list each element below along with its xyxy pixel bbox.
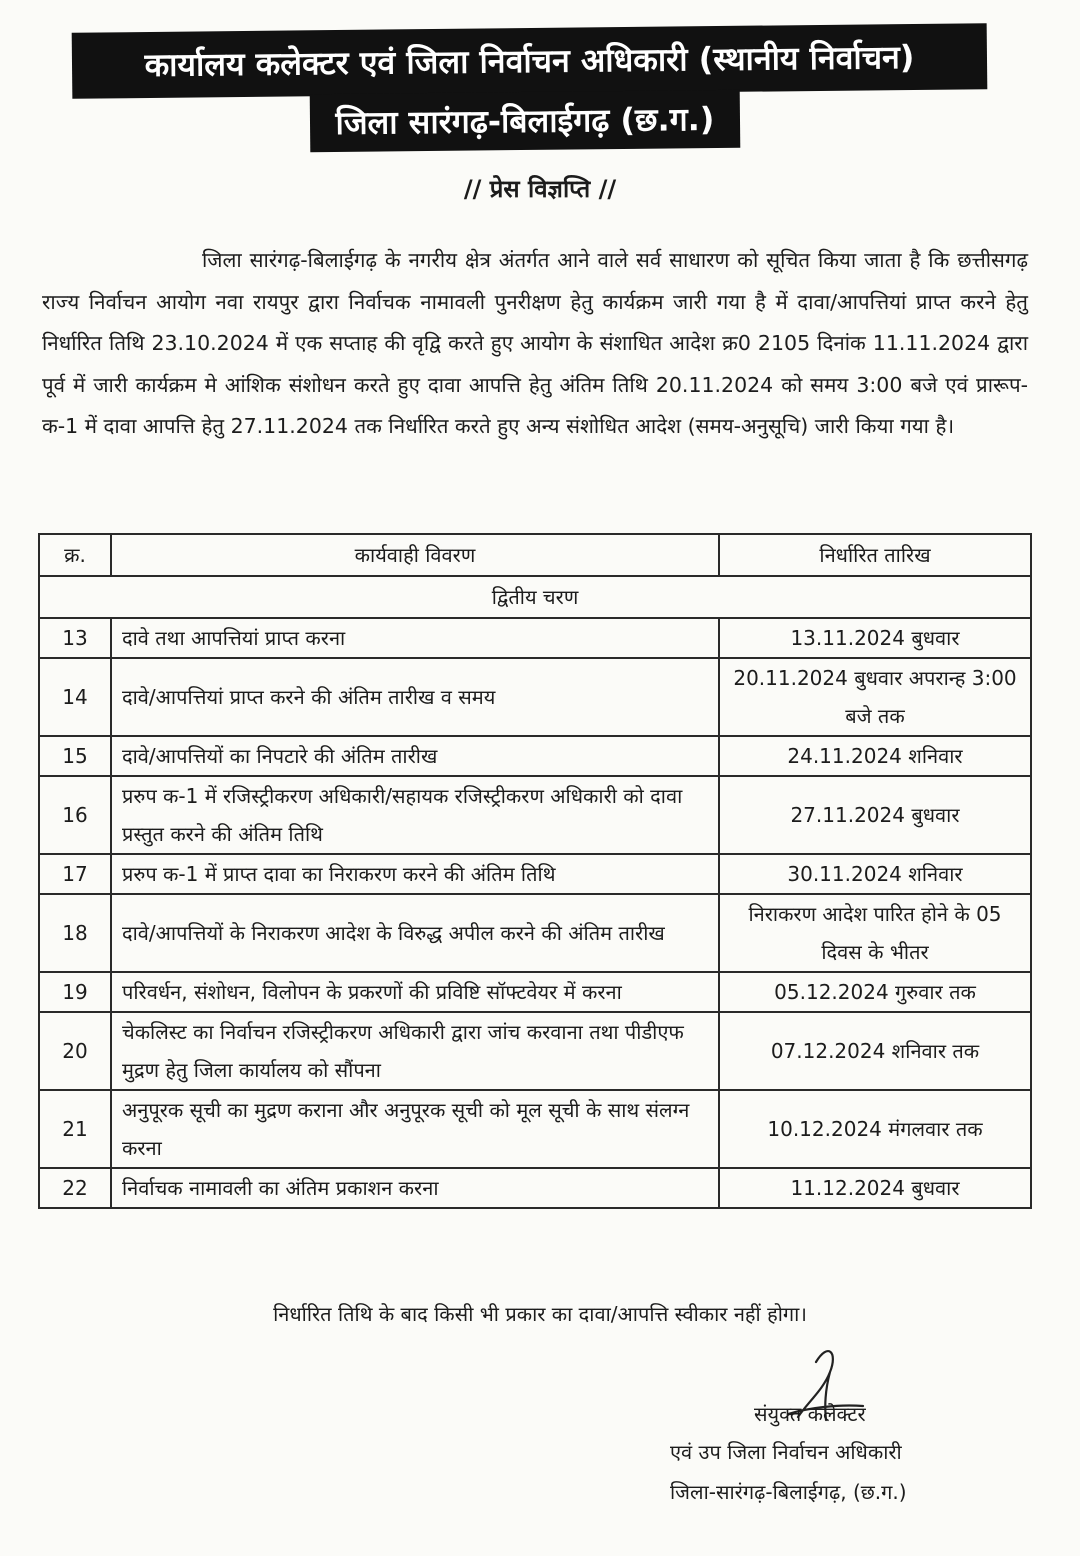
row-serial: 17 [39, 854, 111, 894]
notice-paragraph-text: जिला सारंगढ़-बिलाईगढ़ के नगरीय क्षेत्र अंतर्गत आने वाले सर्व साधारण को सूचित किया जाता है कि छत्तीसगढ़ राज्य निर्वाचन आयोग नवा रायपुर द्वारा निर्वाचक नामावली पुनरीक्षण हेतु कार्यक्रम जारी गया है में दावा/आपत्तियां प्राप्त करने हेतु निर्धारित तिथि 23.10.2024 में एक सप्ताह की वृद्वि करते हुए आयोग के संशाधित आदेश क्र0 2105 दिनांक 11.11.2024 द्वारा पूर्व में जारी कार्यक्रम मे आंशिक संशोधन करते हुए दावा आपत्ति हेतु अंतिम तिथि 20.11.2024 को समय 3:00 बजे एवं प्रारूप-क-1 में दावा आपत्ति हेतु 27.11.2024 तक निर्धारित करते हुए अन्य संशोधित आदेश (समय-अनुसूचि) जारी किया गया है। [42, 248, 1028, 438]
table-header-row [39, 534, 1031, 576]
table-row [39, 854, 1031, 894]
row-date: 24.11.2024 शनिवार [719, 736, 1031, 776]
row-serial: 22 [39, 1168, 111, 1208]
col-header-serial: क्र. [39, 534, 111, 576]
press-release-title: // प्रेस विज्ञप्ति // [463, 175, 617, 203]
row-description: प्ररुप क-1 में प्राप्त दावा का निराकरण करने की अंतिम तिथि [111, 854, 719, 894]
row-date: 20.11.2024 बुधवार अपरान्ह 3:00 बजे तक [719, 658, 1031, 736]
signatory-office: एवं उप जिला निर्वाचन अधिकारी [670, 1440, 902, 1464]
row-serial: 18 [39, 894, 111, 972]
row-serial: 14 [39, 658, 111, 736]
row-description: परिवर्धन, संशोधन, विलोपन के प्रकरणों की प्रविष्टि सॉफ्टवेयर में करना [111, 972, 719, 1012]
row-date: 05.12.2024 गुरुवार तक [719, 972, 1031, 1012]
table-row [39, 618, 1031, 658]
table-row [39, 1012, 1031, 1090]
closing-note: निर्धारित तिथि के बाद किसी भी प्रकार का दावा/आपत्ति स्वीकार नहीं होगा। [273, 1302, 807, 1326]
row-description: चेकलिस्ट का निर्वाचन रजिस्ट्रीकरण अधिकारी द्वारा जांच करवाना तथा पीडीएफ मुद्रण हेतु जिला कार्यालय को सौंपना [111, 1012, 719, 1090]
row-date: निराकरण आदेश पारित होने के 05 दिवस के भीतर [719, 894, 1031, 972]
row-date: 10.12.2024 मंगलवार तक [719, 1090, 1031, 1168]
row-date: 30.11.2024 शनिवार [719, 854, 1031, 894]
row-serial: 13 [39, 618, 111, 658]
row-date: 07.12.2024 शनिवार तक [719, 1012, 1031, 1090]
row-date: 13.11.2024 बुधवार [719, 618, 1031, 658]
table-row [39, 894, 1031, 972]
schedule-table [38, 533, 1032, 1209]
row-description: दावे/आपत्तियों के निराकरण आदेश के विरुद्ध अपील करने की अंतिम तारीख [111, 894, 719, 972]
row-description: प्ररुप क-1 में रजिस्ट्रीकरण अधिकारी/सहायक रजिस्ट्रीकरण अधिकारी को दावा प्रस्तुत करने की अंतिम तिथि [111, 776, 719, 854]
table-row [39, 1168, 1031, 1208]
table-row [39, 972, 1031, 1012]
signatory-designation: संयुक्त कलेक्टर [754, 1402, 866, 1426]
row-date: 27.11.2024 बुधवार [719, 776, 1031, 854]
row-description: निर्वाचक नामावली का अंतिम प्रकाशन करना [111, 1168, 719, 1208]
office-header-line2: जिला सारंगढ़-बिलाईगढ़ (छ.ग.) [310, 90, 741, 152]
stage-row [39, 576, 1031, 618]
row-serial: 15 [39, 736, 111, 776]
row-date: 11.12.2024 बुधवार [719, 1168, 1031, 1208]
notice-paragraph [42, 240, 1028, 448]
office-header-line1: कार्यालय कलेक्टर एवं जिला निर्वाचन अधिकारी (स्थानीय निर्वाचन) [72, 23, 988, 99]
col-header-date: निर्धारित तारिख [719, 534, 1031, 576]
table-row [39, 776, 1031, 854]
row-description: दावे/आपत्तियां प्राप्त करने की अंतिम तारीख व समय [111, 658, 719, 736]
row-serial: 19 [39, 972, 111, 1012]
row-description: दावे तथा आपत्तियां प्राप्त करना [111, 618, 719, 658]
table-row [39, 736, 1031, 776]
signatory-district: जिला-सारंगढ़-बिलाईगढ़, (छ.ग.) [670, 1480, 907, 1504]
row-serial: 20 [39, 1012, 111, 1090]
row-serial: 21 [39, 1090, 111, 1168]
table-row [39, 658, 1031, 736]
row-description: दावे/आपत्तियों का निपटारे की अंतिम तारीख [111, 736, 719, 776]
table-row [39, 1090, 1031, 1168]
stage-label: द्वितीय चरण [39, 576, 1031, 618]
col-header-description: कार्यवाही विवरण [111, 534, 719, 576]
row-serial: 16 [39, 776, 111, 854]
row-description: अनुपूरक सूची का मुद्रण कराना और अनुपूरक सूची को मूल सूची के साथ संलग्न करना [111, 1090, 719, 1168]
